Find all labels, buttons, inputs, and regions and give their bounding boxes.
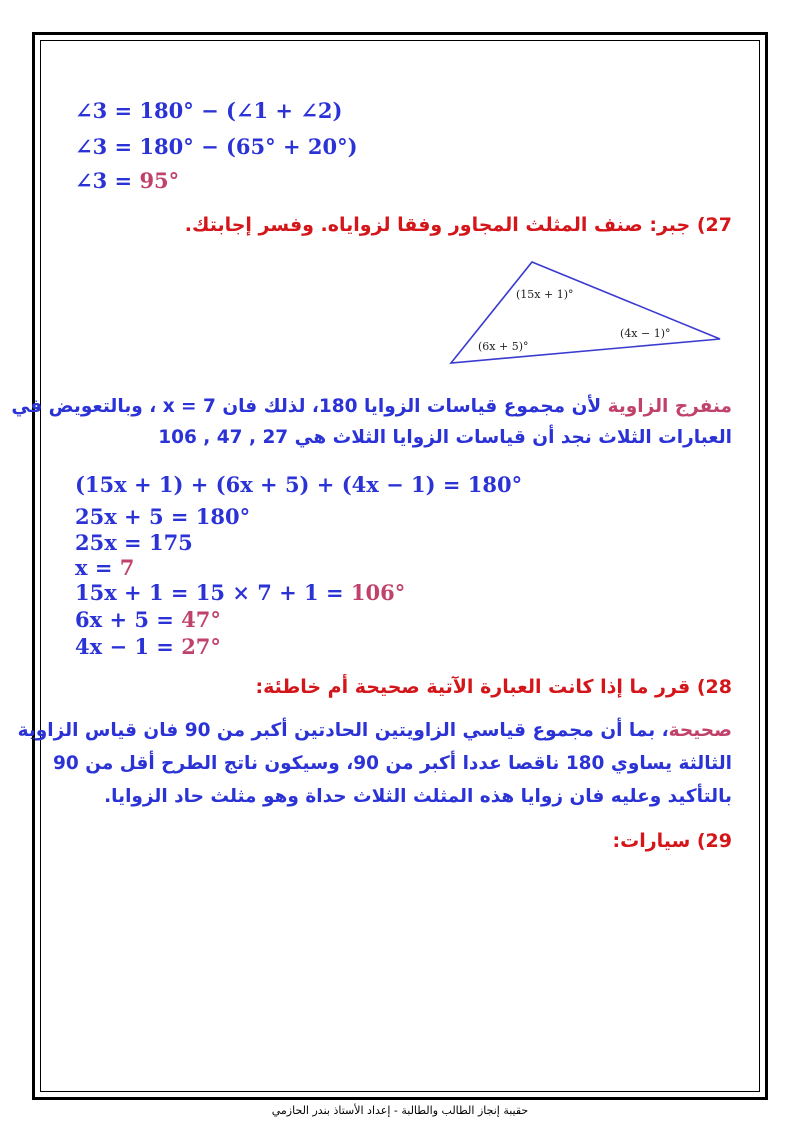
q27-step-4 [75, 555, 134, 581]
q27-step-3-expr: 25x = 175 [75, 530, 193, 555]
q27-step-2 [75, 504, 250, 530]
angle-calc-lhs: ∠3 = [75, 168, 140, 193]
q27-step-3 [75, 530, 193, 556]
angle-calc-result: 95° [139, 168, 180, 193]
q27-step-7 [75, 634, 221, 660]
q27-step-6-result: 47° [181, 607, 221, 632]
angle-calc-line-1: ∠3 = 180° − (∠1 + ∠2) [75, 98, 343, 123]
page-footer: حقيبة إنجاز الطالب والطالبة - إعداد الأستاذ بندر الحازمي [271, 1104, 529, 1117]
triangle-label-left: (6x + 5)° [478, 340, 529, 353]
q27-step-5 [75, 580, 405, 606]
q27-answer-line-1-rest: لأن مجموع قياسات الزوايا 180، لذلك فان x = 7 ، وبالتعويض في [11, 396, 608, 417]
q28-answer-line-3: بالتأكيد وعليه فان زوايا هذه المثلث الثلاث حداة وهو مثلث حاد الزوايا. [104, 786, 732, 807]
q27-heading: 27) جبر: صنف المثلث المجاور وفقا لزواياه. وفسر إجابتك. [184, 214, 732, 236]
q27-step-7-expr: 4x − 1 = [75, 634, 182, 659]
q28-answer-line-2: الثالثة يساوي 180 ناقصا عددا أكبر من 90، وسيكون ناتج الطرح أقل من 90 [53, 753, 732, 774]
q27-step-1 [75, 472, 522, 498]
q27-step-2-expr: 25x + 5 = 180° [75, 504, 251, 529]
q27-answer-keyword: منفرج الزاوية [607, 396, 732, 417]
triangle-label-top: (15x + 1)° [516, 288, 574, 301]
q27-answer-line-2: العبارات الثلاث نجد أن قياسات الزوايا الثلاث هي 27 , 47 , 106 [158, 427, 732, 448]
q27-step-4-result: 7 [119, 555, 135, 580]
q27-step-5-result: 106° [350, 580, 406, 605]
q27-step-6-expr: 6x + 5 = [75, 607, 182, 632]
triangle-figure [440, 255, 730, 370]
q28-answer-line-1-rest: ، بما أن مجموع قياسي الزاويتين الحادتين أكبر من 90 فان قياس الزاوية [17, 720, 669, 741]
page-border-inner [40, 40, 760, 1092]
q27-step-1-expr: (15x + 1) + (6x + 5) + (4x − 1) = 180° [75, 472, 523, 497]
q27-answer-line-1 [11, 392, 732, 422]
q28-heading: 28) قرر ما إذا كانت العبارة الآتية صحيحة أم خاطئة: [255, 676, 732, 698]
q27-step-6 [75, 607, 221, 633]
q27-step-7-result: 27° [181, 634, 221, 659]
q29-heading: 29) سيارات: [612, 830, 732, 852]
q27-step-4-expr: x = [75, 555, 120, 580]
q28-answer-line-1 [18, 716, 732, 746]
angle-calc-line-3 [75, 168, 179, 194]
triangle-label-right: (4x − 1)° [620, 327, 671, 340]
q27-step-5-expr: 15x + 1 = 15 × 7 + 1 = [75, 580, 351, 605]
q28-answer-keyword: صحيحة [668, 720, 732, 741]
angle-calc-line-2: ∠3 = 180° − (65° + 20°) [75, 134, 358, 159]
